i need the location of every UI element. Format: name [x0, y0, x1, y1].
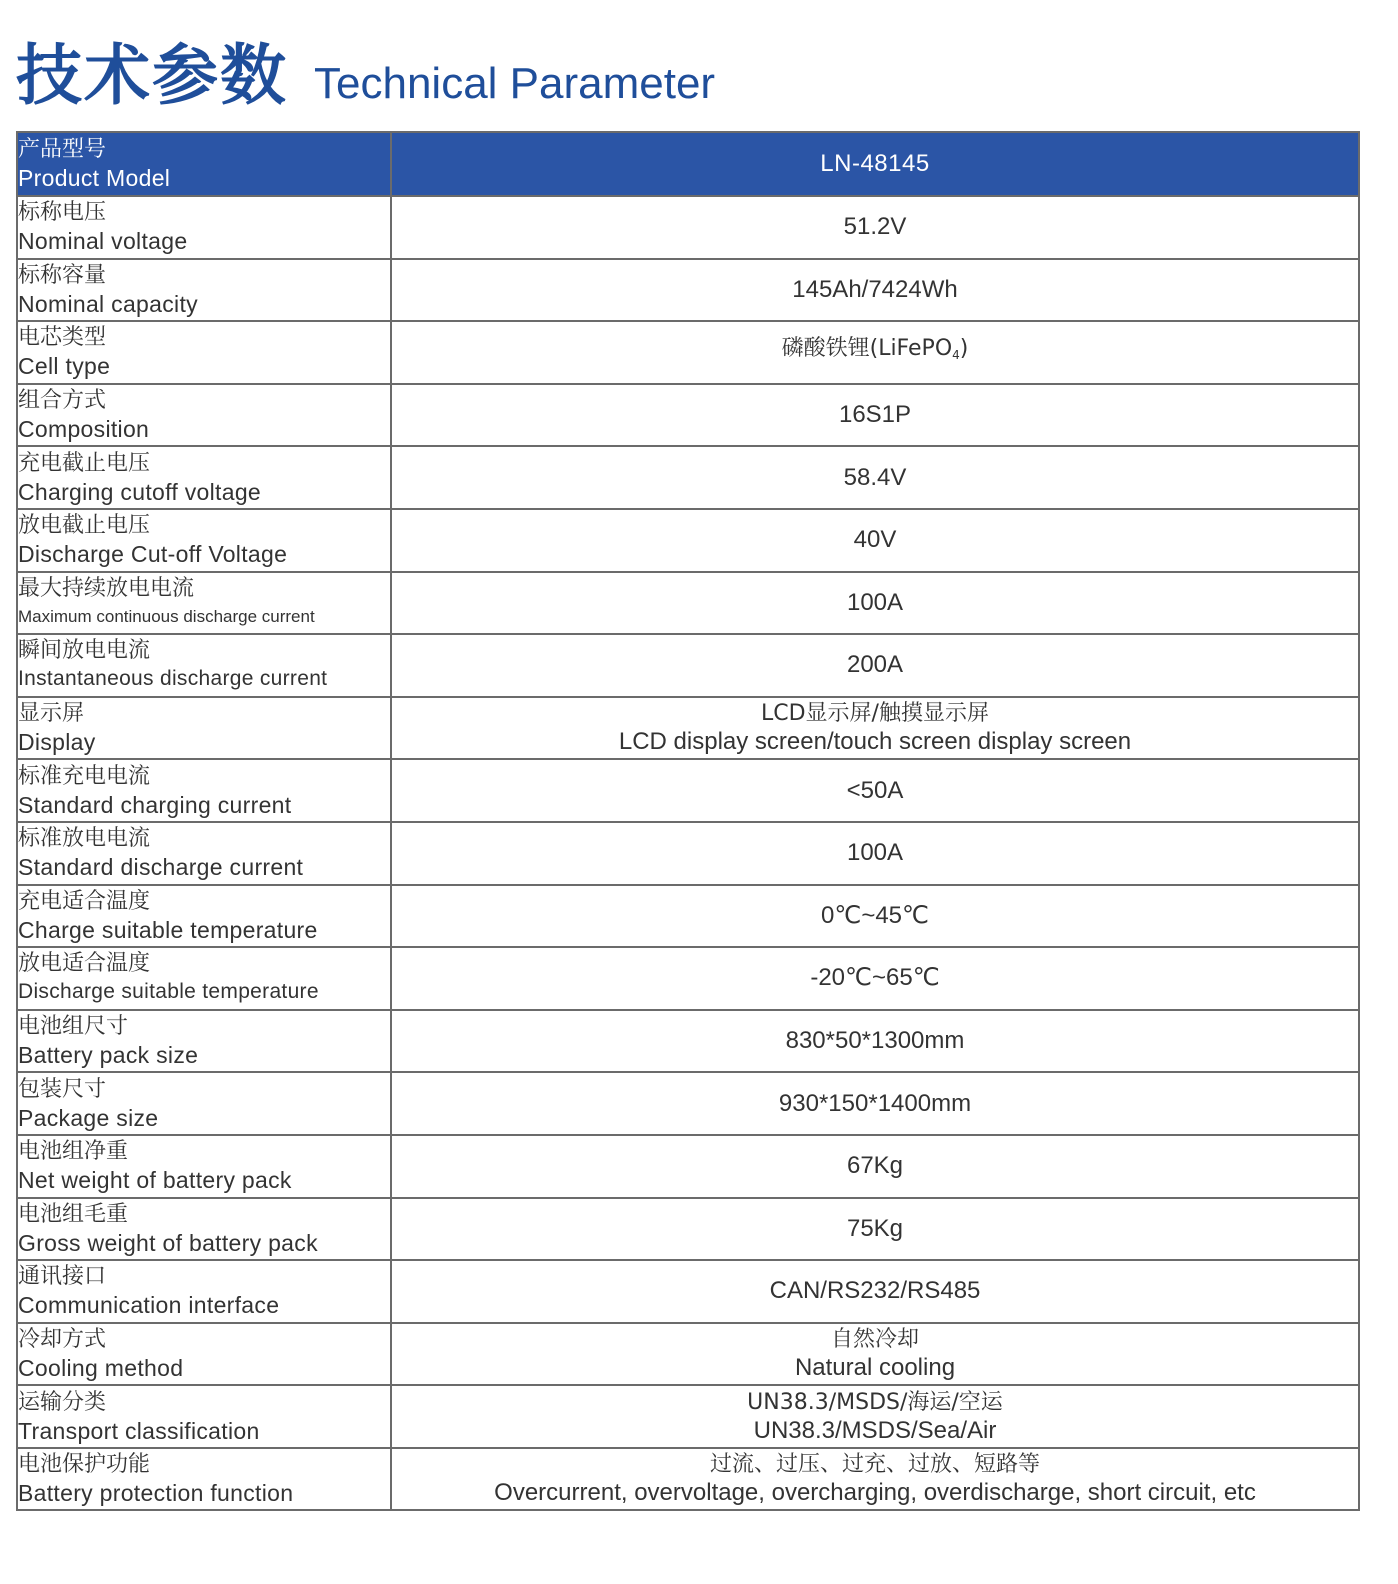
param-label-cn: 冷却方式 [18, 1326, 107, 1352]
param-value-text: 40V [853, 526, 897, 554]
param-label-cn: 显示屏 [18, 701, 85, 727]
param-label [17, 572, 391, 635]
param-label [17, 1385, 391, 1448]
table-row [17, 509, 1359, 572]
param-value [391, 822, 1359, 885]
table-row [17, 196, 1359, 259]
param-value [391, 1323, 1359, 1386]
param-value-text: CAN/RS232/RS485 [769, 1277, 981, 1305]
param-label [17, 1135, 391, 1198]
spec-table [16, 131, 1360, 1511]
param-label-en: Package size [18, 1104, 159, 1131]
param-label-en: Cell type [18, 353, 111, 380]
param-value-en: Overcurrent, overvoltage, overcharging, overdischarge, short circuit, etc [494, 1479, 1256, 1507]
param-label-en: Instantaneous discharge current [18, 667, 328, 691]
param-value [391, 1010, 1359, 1073]
param-label-en: Standard charging current [18, 791, 292, 818]
param-label-cn: 标准充电电流 [18, 763, 151, 789]
title-cn: 技术参数 [16, 37, 288, 114]
header-label-cn: 产品型号 [18, 137, 107, 162]
param-label [17, 1010, 391, 1073]
param-label [17, 384, 391, 447]
param-value [391, 1260, 1359, 1323]
param-value [391, 384, 1359, 447]
param-label [17, 885, 391, 948]
cell-type-subscript: 4 [952, 348, 960, 363]
param-value-text: 100A [846, 839, 904, 867]
param-value-text: 67Kg [846, 1152, 904, 1180]
table-row [17, 1448, 1359, 1511]
param-value [391, 259, 1359, 322]
param-value-text [392, 335, 1358, 369]
header-label-cell [17, 132, 391, 196]
table-row [17, 947, 1359, 1010]
param-label-en: Charging cutoff voltage [18, 478, 262, 505]
param-label [17, 196, 391, 259]
param-label [17, 1260, 391, 1323]
table-row [17, 384, 1359, 447]
table-row [17, 321, 1359, 384]
param-label-cn: 组合方式 [18, 388, 107, 414]
param-value-cn: 过流、过压、过充、过放、短路等 [709, 1452, 1040, 1478]
param-value [391, 1385, 1359, 1448]
param-label [17, 697, 391, 760]
param-value-text: 145Ah/7424Wh [792, 275, 958, 303]
param-value [391, 697, 1359, 760]
table-row [17, 1010, 1359, 1073]
table-row [17, 1323, 1359, 1386]
cell-type-prefix: 磷酸铁锂(LiFePO [781, 336, 953, 362]
param-label [17, 1072, 391, 1135]
param-label-cn: 充电适合温度 [18, 888, 151, 914]
param-label-en: Display [18, 729, 96, 756]
param-label [17, 1198, 391, 1261]
param-value [391, 759, 1359, 822]
table-row [17, 822, 1359, 885]
param-label-cn: 电池组毛重 [18, 1201, 129, 1227]
param-label-en: Standard discharge current [18, 854, 304, 881]
param-value [391, 321, 1359, 384]
param-value [391, 509, 1359, 572]
table-row [17, 572, 1359, 635]
param-label-cn: 标称容量 [18, 262, 107, 288]
cell-type-suffix: ) [959, 336, 969, 362]
param-value-text: 51.2V [843, 213, 907, 241]
param-value-cn: UN38.3/MSDS/海运/空运 [747, 1389, 1003, 1415]
table-row [17, 634, 1359, 697]
table-header-row [17, 132, 1359, 196]
param-label-en: Battery protection function [18, 1480, 294, 1507]
param-label-en: Transport classification [18, 1417, 260, 1444]
param-value-text: 830*50*1300mm [785, 1027, 965, 1055]
param-label-en: Nominal voltage [18, 228, 188, 255]
page-heading [16, 22, 716, 114]
param-label-cn: 充电截止电压 [18, 450, 151, 476]
param-label-en: Gross weight of battery pack [18, 1229, 318, 1256]
param-label-cn: 最大持续放电电流 [18, 575, 195, 601]
table-row [17, 1135, 1359, 1198]
param-value-text: 0℃~45℃ [821, 901, 929, 929]
table-row [17, 446, 1359, 509]
param-label [17, 321, 391, 384]
param-label-cn: 放电截止电压 [18, 513, 151, 539]
table-row [17, 259, 1359, 322]
param-value [391, 572, 1359, 635]
param-label [17, 1323, 391, 1386]
param-label-cn: 标称电压 [18, 200, 107, 226]
param-label [17, 634, 391, 697]
param-value [391, 1448, 1359, 1511]
param-label-en: Discharge suitable temperature [18, 980, 319, 1004]
param-value [391, 446, 1359, 509]
param-value-text: 75Kg [846, 1214, 904, 1242]
param-value-text: 200A [846, 651, 904, 679]
param-label [17, 822, 391, 885]
param-value [391, 1198, 1359, 1261]
header-value-cell [391, 132, 1359, 196]
param-label [17, 759, 391, 822]
param-label-cn: 电芯类型 [18, 325, 107, 351]
param-value-text: <50A [846, 776, 904, 804]
param-label-en: Cooling method [18, 1354, 184, 1381]
table-row [17, 697, 1359, 760]
param-label-cn: 瞬间放电电流 [18, 638, 151, 664]
param-value [391, 196, 1359, 259]
table-row [17, 1385, 1359, 1448]
param-label-en: Nominal capacity [18, 290, 198, 317]
param-label [17, 1448, 391, 1511]
param-value [391, 1135, 1359, 1198]
param-label-en: Discharge Cut-off Voltage [18, 541, 288, 568]
param-value-text: 930*150*1400mm [778, 1089, 972, 1117]
param-label-cn: 电池组尺寸 [18, 1014, 129, 1040]
param-label-en: Maximum continuous discharge current [18, 606, 315, 626]
param-value-cn: 自然冷却 [830, 1326, 919, 1352]
param-label [17, 259, 391, 322]
param-value [391, 634, 1359, 697]
param-value-en: LCD display screen/touch screen display screen [618, 728, 1132, 756]
param-label [17, 509, 391, 572]
param-label-en: Charge suitable temperature [18, 916, 318, 943]
param-value [391, 1072, 1359, 1135]
param-label-cn: 标准放电电流 [18, 826, 151, 852]
param-value-cn: LCD显示屏/触摸显示屏 [761, 701, 989, 727]
param-label-en: Net weight of battery pack [18, 1167, 292, 1194]
param-value-en: UN38.3/MSDS/Sea/Air [753, 1416, 997, 1444]
param-value-text: 16S1P [838, 401, 912, 429]
param-label-cn: 包装尺寸 [18, 1076, 107, 1102]
param-value-text: 58.4V [843, 463, 907, 491]
param-value-en: Natural cooling [794, 1353, 956, 1381]
table-row [17, 1260, 1359, 1323]
table-row [17, 1072, 1359, 1135]
param-label-cn: 运输分类 [18, 1389, 107, 1415]
param-label [17, 446, 391, 509]
title-en: Technical Parameter [314, 59, 716, 108]
param-value-text: 100A [846, 588, 904, 616]
header-label-en: Product Model [18, 165, 171, 191]
product-model-value: LN-48145 [820, 150, 930, 177]
param-value [391, 947, 1359, 1010]
param-label-en: Composition [18, 416, 150, 443]
table-row [17, 885, 1359, 948]
param-value [391, 885, 1359, 948]
param-value-text: -20℃~65℃ [810, 964, 940, 992]
param-label-cn: 通讯接口 [18, 1264, 107, 1290]
param-label-cn: 电池保护功能 [18, 1452, 151, 1478]
param-label-cn: 电池组净重 [18, 1139, 129, 1165]
param-label-en: Communication interface [18, 1292, 280, 1319]
table-row [17, 1198, 1359, 1261]
param-label [17, 947, 391, 1010]
table-row [17, 759, 1359, 822]
param-label-en: Battery pack size [18, 1042, 199, 1069]
param-label-cn: 放电适合温度 [18, 951, 151, 977]
